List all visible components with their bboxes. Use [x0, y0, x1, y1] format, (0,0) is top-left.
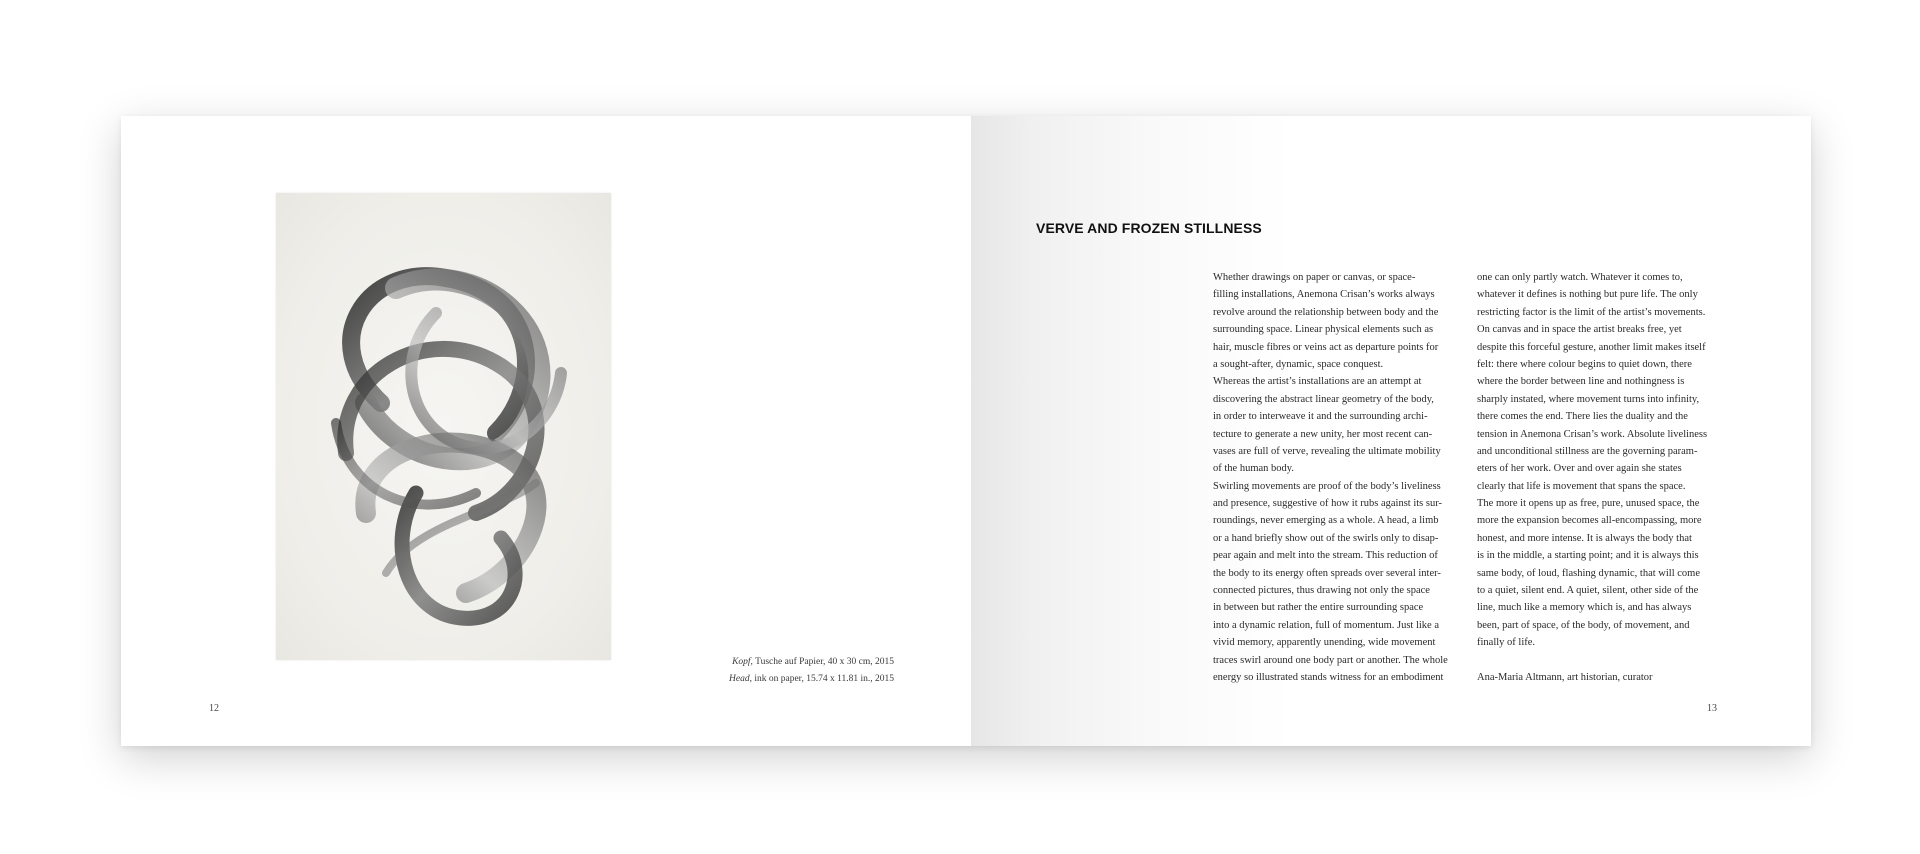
paragraph-gap — [1477, 652, 1727, 669]
caption-title-english: Head, — [729, 674, 752, 684]
essay-line: and unconditional stillness are the governing param- — [1477, 445, 1698, 457]
caption-text-german: Tusche auf Papier, 40 x 30 cm, 2015 — [752, 657, 894, 667]
essay-line: in between but rather the entire surrounding space — [1213, 602, 1424, 614]
essay-line: despite this forceful gesture, another limit makes itself — [1477, 341, 1706, 353]
essay-line: connected pictures, thus drawing not only the space — [1213, 585, 1430, 597]
essay-line: the body to its energy often spreads over several inter- — [1213, 567, 1441, 579]
essay-line: one can only partly watch. Whatever it comes to, — [1477, 272, 1683, 283]
swirl-drawing-image — [276, 193, 611, 660]
artwork-ink-drawing — [276, 193, 611, 660]
essay-line: tecture to generate a new unity, her most recent can- — [1213, 428, 1433, 440]
essay-line: same body, of loud, flashing dynamic, that will come — [1477, 567, 1700, 579]
essay-line: in order to interweave it and the surrounding archi- — [1213, 411, 1428, 423]
essay-column-1 — [1213, 269, 1463, 686]
page-number-left: 12 — [209, 703, 219, 714]
essay-line: The more it opens up as free, pure, unused space, the — [1477, 498, 1700, 510]
essay-line: felt: there where colour begins to quiet down, there — [1477, 358, 1692, 370]
essay-line: vases are full of verve, revealing the ultimate mobility — [1213, 445, 1441, 457]
essay-line: roundings, never emerging as a whole. A head, a limb — [1213, 515, 1439, 527]
essay-line: On canvas and in space the artist breaks free, yet — [1477, 324, 1682, 336]
essay-line: of the human body. — [1213, 463, 1294, 475]
essay-signature: Ana-Maria Altmann, art historian, curator — [1477, 671, 1653, 683]
artwork-caption — [729, 654, 894, 688]
essay-line: into a dynamic relation, full of momentum. Just like a — [1213, 619, 1439, 631]
essay-line: pear again and melt into the stream. This reduction of — [1213, 550, 1438, 562]
essay-line: whatever it defines is nothing but pure life. The only — [1477, 289, 1698, 301]
essay-line: Whether drawings on paper or canvas, or space- — [1213, 272, 1416, 283]
essay-line: tension in Anemona Crisan’s work. Absolute liveliness — [1477, 428, 1708, 440]
page-number-right: 13 — [1707, 703, 1717, 714]
essay-line: discovering the abstract linear geometry of the body, — [1213, 393, 1434, 405]
essay-line: eters of her work. Over and over again she states — [1477, 463, 1682, 475]
essay-line: filling installations, Anemona Crisan’s works always — [1213, 289, 1435, 301]
essay-heading: VERVE AND FROZEN STILLNESS — [1036, 220, 1262, 236]
essay-line: Whereas the artist’s installations are an attempt at — [1213, 376, 1422, 388]
essay-column-2 — [1477, 269, 1727, 686]
caption-line-german — [729, 654, 894, 671]
essay-line: revolve around the relationship between body and the — [1213, 306, 1439, 318]
essay-line: traces swirl around one body part or another. The whole — [1213, 654, 1448, 666]
essay-line: and presence, suggestive of how it rubs against its sur- — [1213, 498, 1442, 510]
essay-line: finally of life. — [1477, 637, 1536, 649]
essay-line: clearly that life is movement that spans the space. — [1477, 480, 1686, 492]
essay-line: line, much like a memory which is, and has always — [1477, 602, 1692, 614]
left-page — [121, 116, 971, 746]
essay-line: more the expansion becomes all-encompassing, more — [1477, 515, 1702, 527]
essay-line: where the border between line and nothingness is — [1477, 376, 1685, 388]
essay-line: honest, and more intense. It is always the body that — [1477, 532, 1692, 544]
essay-line: been, part of space, of the body, of movement, and — [1477, 619, 1690, 631]
caption-text-english: ink on paper, 15.74 x 11.81 in., 2015 — [751, 674, 894, 684]
essay-line: surrounding space. Linear physical elements such as — [1213, 324, 1434, 336]
essay-line: hair, muscle fibres or veins act as departure points for — [1213, 341, 1439, 353]
essay-line: Swirling movements are proof of the body’s liveliness — [1213, 480, 1441, 492]
caption-title-german: Kopf, — [732, 657, 753, 667]
essay-line: restricting factor is the limit of the artist’s movements. — [1477, 306, 1706, 318]
essay-line: sharply instated, where movement turns into infinity, — [1477, 393, 1700, 405]
caption-line-english — [729, 671, 894, 688]
essay-line: a sought-after, dynamic, space conquest. — [1213, 358, 1384, 370]
essay-line: energy so illustrated stands witness for an embodiment — [1213, 671, 1444, 683]
right-page — [971, 116, 1811, 746]
essay-line: vivid memory, apparently unending, wide movement — [1213, 637, 1436, 649]
essay-line: to a quiet, silent end. A quiet, silent, other side of the — [1477, 585, 1699, 597]
essay-line: there comes the end. There lies the duality and the — [1477, 411, 1688, 423]
essay-line: or a hand briefly show out of the swirls only to disap- — [1213, 532, 1439, 544]
open-book-spread — [121, 116, 1811, 746]
essay-line: is in the middle, a starting point; and it is always this — [1477, 550, 1699, 562]
